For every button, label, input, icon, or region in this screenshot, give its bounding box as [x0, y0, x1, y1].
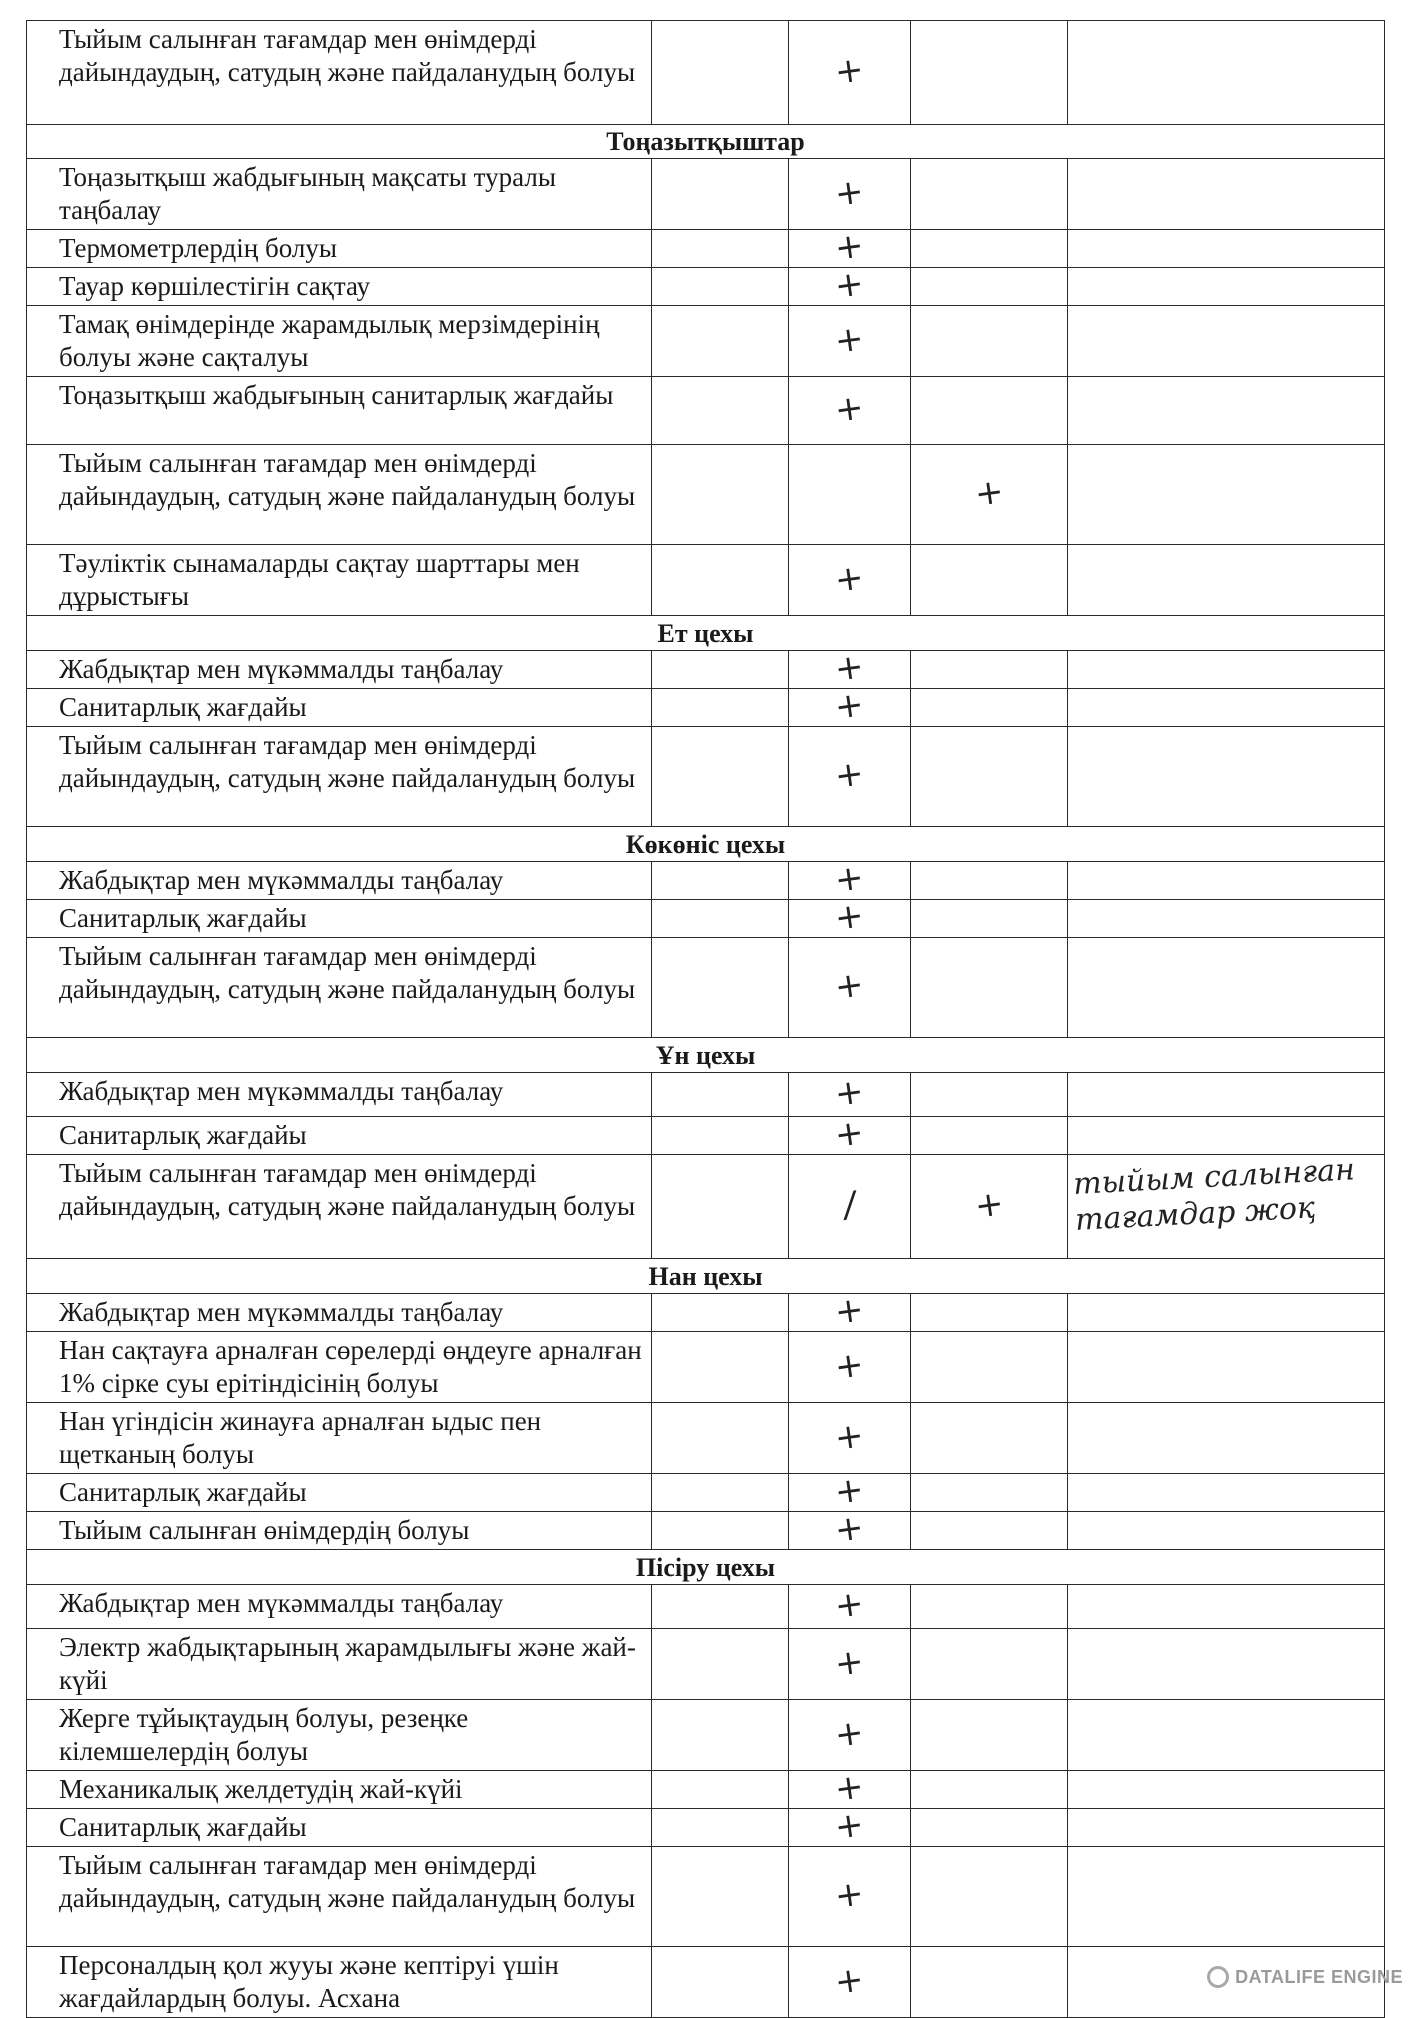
mark-cell-c3: [911, 1512, 1068, 1550]
mark-cell-c2: [789, 225, 911, 269]
mark-cell-c2: [789, 377, 911, 445]
note-cell: [1068, 1073, 1385, 1117]
mark-cell-c1: [652, 445, 789, 545]
section-row: [27, 827, 1385, 862]
mark-cell-c1: [652, 230, 789, 268]
mark-cell-c3: [911, 1117, 1068, 1155]
mark-cell-c2: [789, 1112, 911, 1156]
criterion-text: Тыйым салынған тағамдар мен өнімдерді дайындаудың, сатудың және пайдаланудың болуы: [27, 938, 652, 1038]
criterion-text: Тыйым салынған тағамдар мен өнімдерді дайындаудың, сатудың және пайдаланудың болуы: [27, 21, 652, 125]
mark-cell-c1: [652, 862, 789, 900]
mark-cell-c2: [789, 1155, 911, 1259]
mark-cell-c2: [789, 857, 911, 901]
section-title: Ұн цехы: [27, 1038, 1385, 1073]
mark-cell-c2: [789, 684, 911, 728]
mark-cell-c1: [652, 159, 789, 230]
mark-cell-c1: [652, 651, 789, 689]
handwritten-mark: +: [832, 49, 867, 93]
criterion-text: Термометрлердің болуы: [27, 230, 652, 268]
criterion-text: Электр жабдықтарының жарамдылығы және жай-күйі: [27, 1629, 652, 1700]
criterion-text: Тәуліктік сынамаларды сақтау шарттары мен дұрыстығы: [27, 545, 652, 616]
handwritten-mark: +: [832, 964, 867, 1008]
mark-cell-c2: [789, 159, 911, 230]
mark-cell-c3: [911, 268, 1068, 306]
mark-cell-c2: [789, 1289, 911, 1333]
note-cell: [1068, 377, 1385, 445]
section-row: [27, 616, 1385, 651]
note-cell: [1068, 21, 1385, 125]
criterion-text: Тоңазытқыш жабдығының мақсаты туралы таңбалау: [27, 159, 652, 230]
section-row: [27, 1550, 1385, 1585]
mark-cell-c3: [911, 1294, 1068, 1332]
handwritten-mark: +: [832, 317, 867, 362]
mark-cell-c3: [911, 1629, 1068, 1700]
note-cell: [1068, 1474, 1385, 1512]
section-title: Нан цехы: [27, 1259, 1385, 1294]
note-cell: [1068, 1700, 1385, 1771]
mark-cell-c3: [911, 306, 1068, 377]
mark-cell-c1: [652, 1847, 789, 1947]
mark-cell-c3: [911, 1947, 1068, 2018]
criterion-text: Жабдықтар мен мүкәммалды таңбалау: [27, 1585, 652, 1629]
note-cell: [1068, 1629, 1385, 1700]
table-row: [27, 1700, 1385, 1771]
mark-cell-c3: [911, 1585, 1068, 1629]
note-cell: [1068, 1294, 1385, 1332]
mark-cell-c1: [652, 1771, 789, 1809]
criterion-text: Тыйым салынған тағамдар мен өнімдерді дайындаудың, сатудың және пайдаланудың болуы: [27, 727, 652, 827]
mark-cell-c3: [911, 1474, 1068, 1512]
mark-cell-c1: [652, 1155, 789, 1259]
note-cell: [1068, 545, 1385, 616]
table-row: [27, 1294, 1385, 1332]
mark-cell-c3: [911, 727, 1068, 827]
table-row: [27, 21, 1385, 125]
mark-cell-c1: [652, 1403, 789, 1474]
note-cell: [1068, 1152, 1385, 1259]
note-cell: [1068, 1847, 1385, 1947]
table-row: [27, 1947, 1385, 2018]
mark-cell-c2: [789, 263, 911, 307]
mark-cell-c2: [789, 1507, 911, 1551]
mark-cell-c3: [911, 1700, 1068, 1771]
criterion-text: Тамақ өнімдерінде жарамдылық мерзімдерінің болуы және сақталуы: [27, 306, 652, 377]
mark-cell-c3: [911, 1155, 1068, 1259]
criterion-text: Нан үгіндісін жинауға арналған ыдыс пен щетканың болуы: [27, 1403, 652, 1474]
mark-cell-c1: [652, 1700, 789, 1771]
table-row: [27, 545, 1385, 616]
mark-cell-c3: [911, 445, 1068, 545]
handwritten-mark: +: [832, 1873, 867, 1917]
handwritten-mark: +: [832, 556, 867, 601]
handwritten-mark: +: [832, 387, 867, 431]
mark-cell-c3: [911, 1073, 1068, 1117]
mark-cell-c3: [911, 938, 1068, 1038]
criterion-text: Санитарлық жағдайы: [27, 1809, 652, 1847]
mark-cell-c3: [911, 377, 1068, 445]
criterion-text: Санитарлық жағдайы: [27, 1117, 652, 1155]
mark-cell-c1: [652, 1332, 789, 1403]
handwritten-note: [1074, 17, 1378, 33]
mark-cell-c1: [652, 268, 789, 306]
handwritten-mark: +: [832, 857, 867, 901]
mark-cell-c1: [652, 938, 789, 1038]
table-row: [27, 1155, 1385, 1259]
table-row: [27, 1332, 1385, 1403]
section-title: Көкөніс цехы: [27, 827, 1385, 862]
note-cell: [1068, 727, 1385, 827]
mark-cell-c2: [789, 21, 911, 125]
note-cell: [1068, 689, 1385, 727]
mark-cell-c2: [789, 1585, 911, 1629]
mark-cell-c1: [652, 1512, 789, 1550]
table-row: [27, 377, 1385, 445]
table-row: [27, 1809, 1385, 1847]
section-row: [27, 1038, 1385, 1073]
table-row: [27, 727, 1385, 827]
table-row: [27, 159, 1385, 230]
criterion-text: Тыйым салынған тағамдар мен өнімдерді дайындаудың, сатудың және пайдаланудың болуы: [27, 445, 652, 545]
table-row: [27, 1474, 1385, 1512]
mark-cell-c1: [652, 1947, 789, 2018]
note-cell: [1068, 900, 1385, 938]
note-cell: [1068, 1771, 1385, 1809]
table-row: [27, 1117, 1385, 1155]
note-cell: [1068, 1117, 1385, 1155]
criterion-text: Персоналдың қол жууы және кептіруі үшін жағдайлардың болуы. Асхана: [27, 1947, 652, 2018]
table-row: [27, 1629, 1385, 1700]
mark-cell-c1: [652, 1474, 789, 1512]
section-row: [27, 125, 1385, 159]
note-cell: [1068, 1809, 1385, 1847]
handwritten-mark: +: [832, 1289, 867, 1333]
mark-cell-c3: [911, 862, 1068, 900]
section-title: Ет цехы: [27, 616, 1385, 651]
handwritten-mark: +: [832, 1583, 867, 1627]
mark-cell-c1: [652, 1585, 789, 1629]
checklist-sheet: [26, 20, 1384, 2018]
mark-cell-c3: [911, 545, 1068, 616]
mark-cell-c1: [652, 727, 789, 827]
handwritten-mark: +: [832, 1071, 867, 1115]
mark-cell-c3: [911, 21, 1068, 125]
handwritten-mark: +: [832, 646, 867, 690]
mark-cell-c1: [652, 545, 789, 616]
checklist-table: [26, 20, 1385, 2018]
criterion-text: Тоңазытқыш жабдығының санитарлық жағдайы: [27, 377, 652, 445]
criterion-text: Жабдықтар мен мүкәммалды таңбалау: [27, 1073, 652, 1117]
handwritten-mark: +: [832, 1469, 867, 1513]
mark-cell-c2: [789, 727, 911, 827]
handwritten-note: тыйым салынған тағамдар жоқ: [1072, 1152, 1356, 1238]
mark-cell-c1: [652, 1294, 789, 1332]
criterion-text: Санитарлық жағдайы: [27, 900, 652, 938]
table-row: [27, 1403, 1385, 1474]
mark-cell-c2: [789, 1469, 911, 1513]
mark-cell-c3: [911, 1403, 1068, 1474]
handwritten-mark: +: [832, 1112, 867, 1156]
criterion-text: Жабдықтар мен мүкәммалды таңбалау: [27, 1294, 652, 1332]
mark-cell-c2: [789, 646, 911, 690]
mark-cell-c3: [911, 689, 1068, 727]
mark-cell-c1: [652, 689, 789, 727]
mark-cell-c3: [911, 1771, 1068, 1809]
criterion-text: Нан сақтауға арналған сөрелерді өңдеуге арналған 1% сірке суы ерітіндісінің болуы: [27, 1332, 652, 1403]
note-cell: [1068, 1332, 1385, 1403]
note-cell: [1068, 862, 1385, 900]
section-title: Тоңазытқыштар: [27, 125, 1385, 159]
mark-cell-c3: [911, 159, 1068, 230]
mark-cell-c3: [911, 651, 1068, 689]
mark-cell-c2: [789, 445, 911, 545]
mark-cell-c2: [789, 1073, 911, 1117]
watermark-text: DATALIFE ENGINE: [1235, 1966, 1403, 1987]
mark-cell-c1: [652, 900, 789, 938]
note-cell: [1068, 445, 1385, 545]
note-cell: [1068, 1512, 1385, 1550]
mark-cell-c1: [652, 1073, 789, 1117]
mark-cell-c2: [789, 545, 911, 616]
mark-cell-c2: [789, 1332, 911, 1403]
mark-cell-c3: [911, 1809, 1068, 1847]
handwritten-mark: +: [832, 263, 867, 307]
note-cell: [1068, 1403, 1385, 1474]
criterion-text: Жерге тұйықтаудың болуы, резеңке кілемшелердің болуы: [27, 1700, 652, 1771]
handwritten-mark: +: [972, 471, 1006, 515]
handwritten-mark: +: [832, 1640, 867, 1685]
handwritten-mark: +: [832, 684, 867, 728]
note-cell: [1068, 230, 1385, 268]
handwritten-mark: +: [832, 1343, 867, 1388]
note-cell: [1068, 938, 1385, 1038]
handwritten-mark: +: [832, 1711, 867, 1756]
mark-cell-c2: [789, 1947, 911, 2018]
handwritten-mark: +: [832, 1507, 867, 1551]
note-cell: [1068, 1585, 1385, 1629]
mark-cell-c1: [652, 377, 789, 445]
note-cell: [1068, 651, 1385, 689]
mark-cell-c3: [911, 1847, 1068, 1947]
handwritten-mark: +: [832, 1414, 867, 1459]
watermark-logo-icon: [1207, 1966, 1229, 1988]
handwritten-mark: +: [832, 170, 867, 215]
criterion-text: Санитарлық жағдайы: [27, 1474, 652, 1512]
table-row: [27, 1585, 1385, 1629]
table-row: [27, 689, 1385, 727]
handwritten-mark: +: [832, 1804, 867, 1848]
table-row: [27, 1847, 1385, 1947]
section-row: [27, 1259, 1385, 1294]
watermark: [1207, 1966, 1403, 1988]
mark-cell-c1: [652, 306, 789, 377]
mark-cell-c2: [789, 1766, 911, 1810]
mark-cell-c2: [789, 1804, 911, 1848]
mark-cell-c2: [789, 938, 911, 1038]
criterion-text: Тыйым салынған тағамдар мен өнімдерді дайындаудың, сатудың және пайдаланудың болуы: [27, 1847, 652, 1947]
mark-cell-c2: [789, 306, 911, 377]
criterion-text: Жабдықтар мен мүкәммалды таңбалау: [27, 862, 652, 900]
handwritten-mark: +: [972, 1183, 1006, 1227]
criterion-text: Тауар көршілестігін сақтау: [27, 268, 652, 306]
criterion-text: Жабдықтар мен мүкәммалды таңбалау: [27, 651, 652, 689]
table-row: [27, 938, 1385, 1038]
mark-cell-c2: [789, 1629, 911, 1700]
mark-cell-c1: [652, 1629, 789, 1700]
mark-cell-c2: [789, 1700, 911, 1771]
table-row: [27, 230, 1385, 268]
table-row: [27, 445, 1385, 545]
handwritten-mark: +: [832, 895, 867, 939]
table-row: [27, 862, 1385, 900]
note-cell: [1068, 159, 1385, 230]
handwritten-mark: +: [832, 1766, 867, 1810]
criterion-text: Тыйым салынған өнімдердің болуы: [27, 1512, 652, 1550]
mark-cell-c3: [911, 230, 1068, 268]
handwritten-mark: +: [832, 225, 867, 269]
mark-cell-c2: [789, 1847, 911, 1947]
handwritten-mark: +: [832, 753, 867, 797]
table-row: [27, 900, 1385, 938]
table-row: [27, 1512, 1385, 1550]
note-cell: [1068, 268, 1385, 306]
section-title: Пісіру цехы: [27, 1550, 1385, 1585]
table-row: [27, 651, 1385, 689]
mark-cell-c2: [789, 895, 911, 939]
mark-cell-c1: [652, 21, 789, 125]
table-row: [27, 1771, 1385, 1809]
table-row: [27, 1073, 1385, 1117]
table-row: [27, 268, 1385, 306]
mark-cell-c1: [652, 1809, 789, 1847]
criterion-text: Механикалық желдетудің жай-күйі: [27, 1771, 652, 1809]
handwritten-mark: /: [840, 1184, 858, 1226]
handwritten-mark: +: [832, 1958, 867, 2003]
mark-cell-c3: [911, 900, 1068, 938]
criterion-text: Тыйым салынған тағамдар мен өнімдерді дайындаудың, сатудың және пайдаланудың болуы: [27, 1155, 652, 1259]
checklist-body: [27, 21, 1385, 2018]
criterion-text: Санитарлық жағдайы: [27, 689, 652, 727]
mark-cell-c1: [652, 1117, 789, 1155]
table-row: [27, 306, 1385, 377]
mark-cell-c2: [789, 1403, 911, 1474]
note-cell: [1068, 306, 1385, 377]
mark-cell-c3: [911, 1332, 1068, 1403]
